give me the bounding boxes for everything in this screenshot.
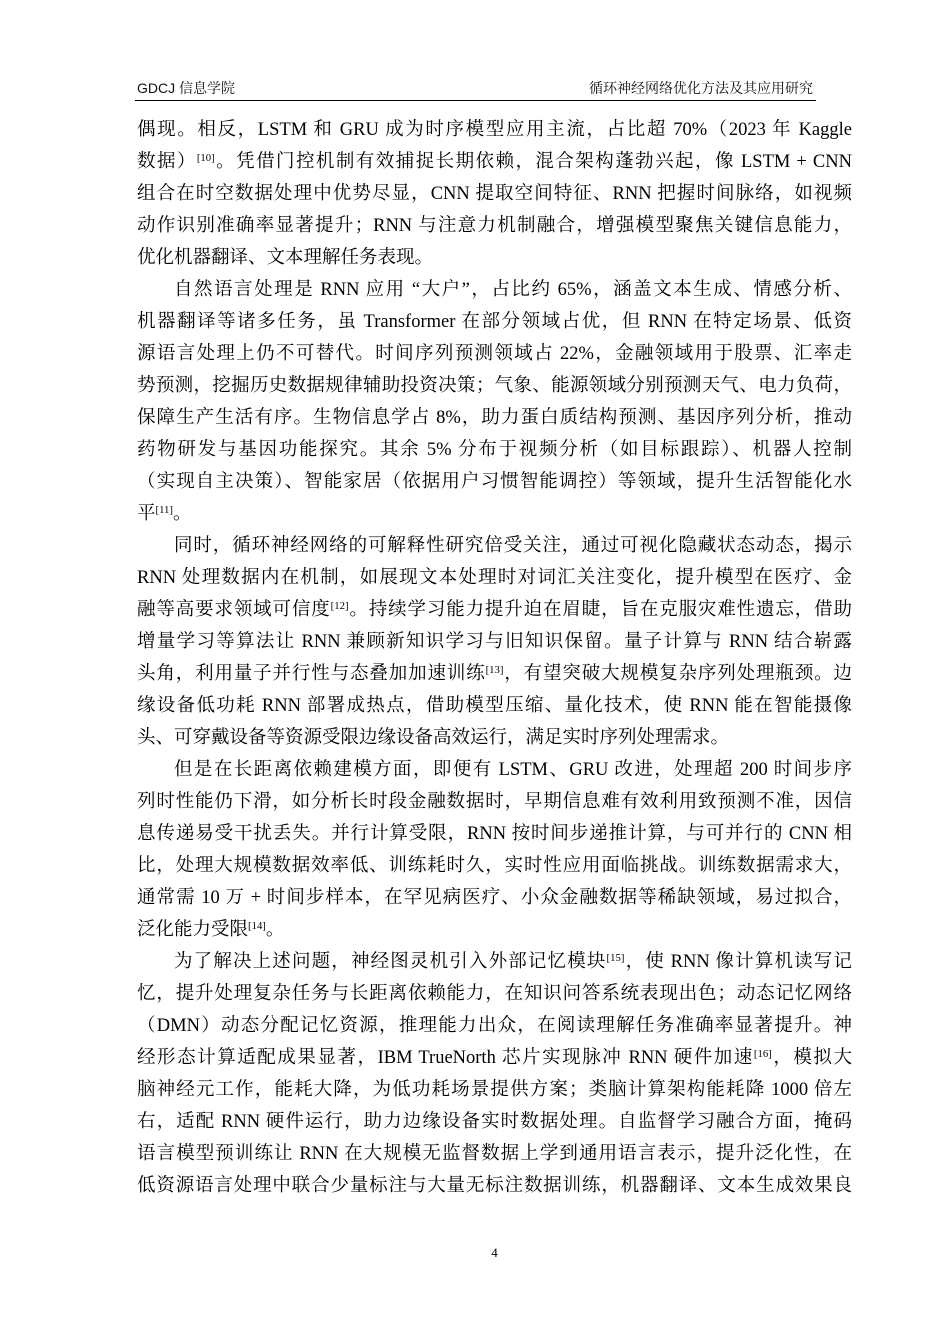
text-line xyxy=(137,274,852,306)
text-run: 。凭借门控机制有效捕捉长期依赖，混合架构蓬勃兴起，像 LSTM + CNN xyxy=(214,152,852,172)
paragraph xyxy=(137,274,852,530)
text-line xyxy=(137,498,852,530)
text-run: 缘设备低功耗 RNN 部署成热点，借助模型压缩、量化技术，使 RNN 能在智能摄像 xyxy=(137,696,852,716)
text-run: 右，适配 RNN 硬件运行，助力边缘设备实时数据处理。自监督学习融合方面，掩码 xyxy=(137,1112,852,1132)
header-title: 循环神经网络优化方法及其应用研究 xyxy=(589,80,813,96)
body-text xyxy=(137,114,852,1202)
text-run: （实现自主决策）、智能家居（依据用户习惯智能调控）等领域，提升生活智能化水 xyxy=(137,472,852,492)
text-run: 药物研发与基因功能探究。其余 5% 分布于视频分析（如目标跟踪）、机器人控制 xyxy=(137,440,852,460)
text-line xyxy=(137,754,852,786)
text-run: 动作识别准确率显著提升；RNN 与注意力机制融合，增强模型聚焦关键信息能力， xyxy=(137,216,852,236)
text-run: 自然语言处理是 RNN 应用 “大户”，占比约 65%，涵盖文本生成、情感分析、 xyxy=(174,280,852,300)
citation-superscript: [10] xyxy=(196,152,215,165)
text-line xyxy=(137,850,852,882)
text-run: 为了解决上述问题，神经图灵机引入外部记忆模块 xyxy=(174,952,607,972)
text-run: 泛化能力受限 xyxy=(137,920,249,940)
running-header xyxy=(137,78,813,98)
text-line xyxy=(137,658,852,690)
text-run: 低资源语言处理中联合少量标注与大量无标注数据训练，机器翻译、文本生成效果良 xyxy=(137,1176,852,1196)
text-run: 组合在时空数据处理中优势尽显，CNN 提取空间特征、RNN 把握时间脉络，如视频 xyxy=(137,184,852,204)
text-run: 列时性能仍下滑，如分析长时段金融数据时，早期信息难有效利用致预测不准，因信 xyxy=(137,792,852,812)
text-line xyxy=(137,562,852,594)
text-line xyxy=(137,210,852,242)
header-rule xyxy=(135,100,816,101)
text-run: 比，处理大规模数据效率低、训练耗时久，实时性应用面临挑战。训练数据需求大， xyxy=(137,856,852,876)
text-run: ，有望突破大规模复杂序列处理瓶颈。边 xyxy=(503,664,852,684)
text-line xyxy=(137,114,852,146)
text-run: 优化机器翻译、文本理解任务表现。 xyxy=(137,248,434,268)
text-run: 忆，提升处理复杂任务与长距离依赖能力，在知识问答系统表现出色；动态记忆网络 xyxy=(137,984,852,1004)
text-run: 经形态计算适配成果显著，IBM TrueNorth 芯片实现脉冲 RNN 硬件加速 xyxy=(137,1048,754,1068)
text-run: RNN 处理数据内在机制，如展现文本处理时对词汇关注变化，提升模型在医疗、金 xyxy=(137,568,852,588)
text-run: 增量学习等算法让 RNN 兼顾新知识学习与旧知识保留。量子计算与 RNN 结合崭露 xyxy=(137,632,852,652)
citation-superscript: [15] xyxy=(606,952,625,965)
text-run: 势预测，挖掘历史数据规律辅助投资决策；气象、能源领域分别预测天气、电力负荷， xyxy=(137,376,852,396)
text-line xyxy=(137,466,852,498)
text-run: 脑神经元工作，能耗大降，为低功耗场景提供方案；类脑计算架构能耗降 1000 倍左 xyxy=(137,1080,852,1100)
text-run: 融等高要求领域可信度 xyxy=(137,600,331,620)
text-run: 但是在长距离依赖建模方面，即便有 LSTM、GRU 改进，处理超 200 时间步序 xyxy=(174,760,852,780)
text-line xyxy=(137,178,852,210)
text-line xyxy=(137,626,852,658)
text-run: 同时，循环神经网络的可解释性研究倍受关注，通过可视化隐藏状态动态，揭示 xyxy=(174,536,852,556)
text-run: 语言模型预训练让 RNN 在大规模无监督数据上学到通用语言表示，提升泛化性，在 xyxy=(137,1144,852,1164)
text-line xyxy=(137,434,852,466)
text-run: 。 xyxy=(172,504,192,524)
header-institution: GDCJ 信息学院 xyxy=(137,80,235,96)
paragraph xyxy=(137,754,852,946)
citation-superscript: [13] xyxy=(485,664,504,677)
paragraph xyxy=(137,530,852,754)
text-line xyxy=(137,338,852,370)
text-line xyxy=(137,1138,852,1170)
text-line xyxy=(137,786,852,818)
citation-superscript: [16] xyxy=(753,1048,772,1061)
text-run: 偶现。相反，LSTM 和 GRU 成为时序模型应用主流，占比超 70%（2023 年 Kaggle xyxy=(137,120,852,140)
text-line xyxy=(137,1010,852,1042)
text-line xyxy=(137,242,852,274)
text-run: 通常需 10 万 + 时间步样本，在罕见病医疗、小众金融数据等稀缺领域，易过拟合， xyxy=(137,888,852,908)
text-line xyxy=(137,978,852,1010)
citation-superscript: [14] xyxy=(248,920,266,933)
text-line xyxy=(137,914,852,946)
text-line xyxy=(137,722,852,754)
text-run: 息传递易受干扰丢失。并行计算受限，RNN 按时间步递推计算，与可并行的 CNN 相 xyxy=(137,824,852,844)
text-line xyxy=(137,1074,852,1106)
text-line xyxy=(137,402,852,434)
text-run: 源语言处理上仍不可替代。时间序列预测领域占 22%，金融领域用于股票、汇率走 xyxy=(137,344,852,364)
text-run: 。持续学习能力提升迫在眉睫，旨在克服灾难性遗忘，借助 xyxy=(348,600,852,620)
text-run: 机器翻译等诸多任务，虽 Transformer 在部分领域占优，但 RNN 在特定场景、低资 xyxy=(137,312,852,332)
text-line xyxy=(137,690,852,722)
text-run: （DMN）动态分配记忆资源，推理能力出众，在阅读理解任务准确率显著提升。神 xyxy=(137,1016,852,1036)
text-run: 头角，利用量子并行性与态叠加加速训练 xyxy=(137,664,486,684)
text-run: ，模拟大 xyxy=(771,1048,852,1068)
text-run: 。 xyxy=(265,920,285,940)
text-run: 头、可穿戴设备等资源受限边缘设备高效运行，满足实时序列处理需求。 xyxy=(137,728,730,748)
citation-superscript: [12] xyxy=(330,600,349,613)
text-run: 保障生产生活有序。生物信息学占 8%，助力蛋白质结构预测、基因序列分析，推动 xyxy=(137,408,852,428)
text-line xyxy=(137,530,852,562)
text-run: 数据） xyxy=(137,152,197,172)
text-line xyxy=(137,1042,852,1074)
text-line xyxy=(137,370,852,402)
text-run: ，使 RNN 像计算机读写记 xyxy=(624,952,852,972)
citation-superscript: [11] xyxy=(155,504,173,517)
page-number: 4 xyxy=(491,1245,498,1260)
text-line xyxy=(137,946,852,978)
text-line xyxy=(137,1170,852,1202)
text-line xyxy=(137,818,852,850)
text-line xyxy=(137,146,852,178)
text-line xyxy=(137,882,852,914)
text-line xyxy=(137,306,852,338)
paragraph xyxy=(137,114,852,274)
text-line xyxy=(137,1106,852,1138)
paragraph xyxy=(137,946,852,1202)
text-line xyxy=(137,594,852,626)
text-run: 平 xyxy=(137,504,156,524)
